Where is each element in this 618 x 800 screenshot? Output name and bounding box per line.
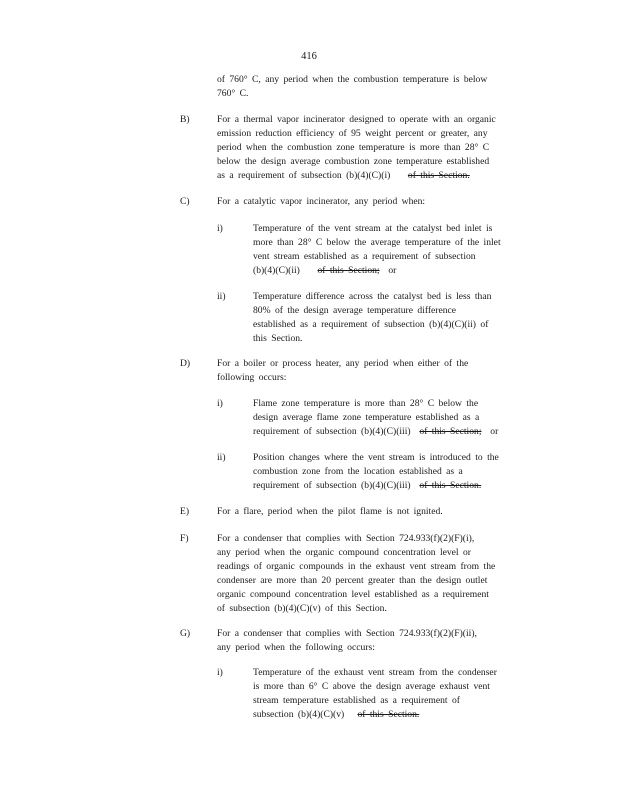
text-run: (b)(4)(C)(ii) xyxy=(253,265,300,276)
text-line: condenser are more than 20 percent greater than the design outlet xyxy=(217,575,488,586)
text-line: For a flare, period when the pilot flame is not ignited. xyxy=(217,506,443,517)
subitem-d-i-text xyxy=(253,397,498,439)
text-line: established as a requirement of subsection (b)(4)(C)(ii) of xyxy=(253,319,489,330)
text-line xyxy=(253,264,501,278)
text-line: any period when the following occurs: xyxy=(217,642,375,653)
item-g-text xyxy=(217,627,477,655)
text-line: Temperature of the exhaust vent stream from the condenser xyxy=(253,667,497,678)
subitem-label-d-ii: ii) xyxy=(217,452,226,463)
text-line: organic compound concentration level established as a requirement xyxy=(217,589,489,600)
text-line: For a thermal vapor incinerator designed to operate with an organic xyxy=(217,114,496,125)
text-line: combustion zone from the location established as a xyxy=(253,466,463,477)
text-line: below the design average combustion zone temperature established xyxy=(217,156,490,167)
item-e-text xyxy=(217,505,443,519)
text-line: of subsection (b)(4)(C)(v) of this Section. xyxy=(217,603,387,614)
struck-text: of this Section; xyxy=(317,265,380,276)
struck-text: of this Section. xyxy=(419,480,482,491)
continuation-text xyxy=(217,73,487,101)
item-label-f: F) xyxy=(180,533,189,544)
page-number: 416 xyxy=(301,51,317,62)
text-run: requirement of subsection (b)(4)(C)(iii) xyxy=(253,426,411,437)
item-label-g: G) xyxy=(180,628,191,639)
struck-text: of this Section; xyxy=(419,426,482,437)
text-line: following occurs: xyxy=(217,372,287,383)
subitem-g-i-text xyxy=(253,666,497,722)
text-line xyxy=(253,708,497,722)
text-line: 80% of the design average temperature difference xyxy=(253,305,457,316)
text-line: vent stream established as a requirement of subsection xyxy=(253,251,476,262)
subitem-c-i-text xyxy=(253,222,501,278)
text-line: is more than 6° C above the design average exhaust vent xyxy=(253,681,490,692)
text-line: emission reduction efficiency of 95 weight percent or greater, any xyxy=(217,128,488,139)
subitem-label-c-i: i) xyxy=(217,223,223,234)
item-f-text xyxy=(217,532,495,616)
text-line: of 760° C, any period when the combustion temperature is below xyxy=(217,74,488,85)
text-line: Flame zone temperature is more than 28° C below the xyxy=(253,398,479,409)
item-label-b: B) xyxy=(180,114,190,125)
text-line xyxy=(253,425,498,439)
item-d-text xyxy=(217,357,468,385)
item-label-c: C) xyxy=(180,196,190,207)
text-line: Temperature difference across the catalyst bed is less than xyxy=(253,291,492,302)
text-line: For a condenser that complies with Section 724.933(f)(2)(F)(i), xyxy=(217,533,475,544)
text-line xyxy=(217,169,496,183)
struck-text: of this Section. xyxy=(357,709,420,720)
text-line xyxy=(253,479,499,493)
text-run: requirement of subsection (b)(4)(C)(iii) xyxy=(253,480,411,491)
subitem-label-d-i: i) xyxy=(217,398,223,409)
text-line: period when the combustion zone temperature is more than 28° C xyxy=(217,142,490,153)
text-line: any period when the organic compound concentration level or xyxy=(217,547,471,558)
item-label-e: E) xyxy=(180,506,190,517)
text-line: more than 28° C below the average temperature of the inlet xyxy=(253,237,501,248)
text-line: stream temperature established as a requirement of xyxy=(253,695,460,706)
text-line: For a boiler or process heater, any period when either of the xyxy=(217,358,469,369)
text-line: Temperature of the vent stream at the catalyst bed inlet is xyxy=(253,223,493,234)
text-line: design average flame zone temperature established as a xyxy=(253,412,480,423)
text-line: this Section. xyxy=(253,333,303,344)
text-line: For a condenser that complies with Section 724.933(f)(2)(F)(ii), xyxy=(217,628,477,639)
text-line: 760° C. xyxy=(217,88,249,99)
text-line: readings of organic compounds in the exhaust vent stream from the xyxy=(217,561,496,572)
text-line: Position changes where the vent stream is introduced to the xyxy=(253,452,499,463)
text-line: For a catalytic vapor incinerator, any period when: xyxy=(217,196,426,207)
subitem-c-ii-text xyxy=(253,290,491,346)
subitem-d-ii-text xyxy=(253,451,499,493)
text-run: or xyxy=(388,265,397,276)
text-run: or xyxy=(490,426,499,437)
item-label-d: D) xyxy=(180,358,191,369)
struck-text: of this Section. xyxy=(407,170,470,181)
subitem-label-c-ii: ii) xyxy=(217,291,226,302)
item-c-text xyxy=(217,195,425,209)
text-run: as a requirement of subsection (b)(4)(C)(i) xyxy=(217,170,391,181)
text-run: subsection (b)(4)(C)(v) xyxy=(253,709,345,720)
item-b-text xyxy=(217,113,496,183)
subitem-label-g-i: i) xyxy=(217,667,223,678)
